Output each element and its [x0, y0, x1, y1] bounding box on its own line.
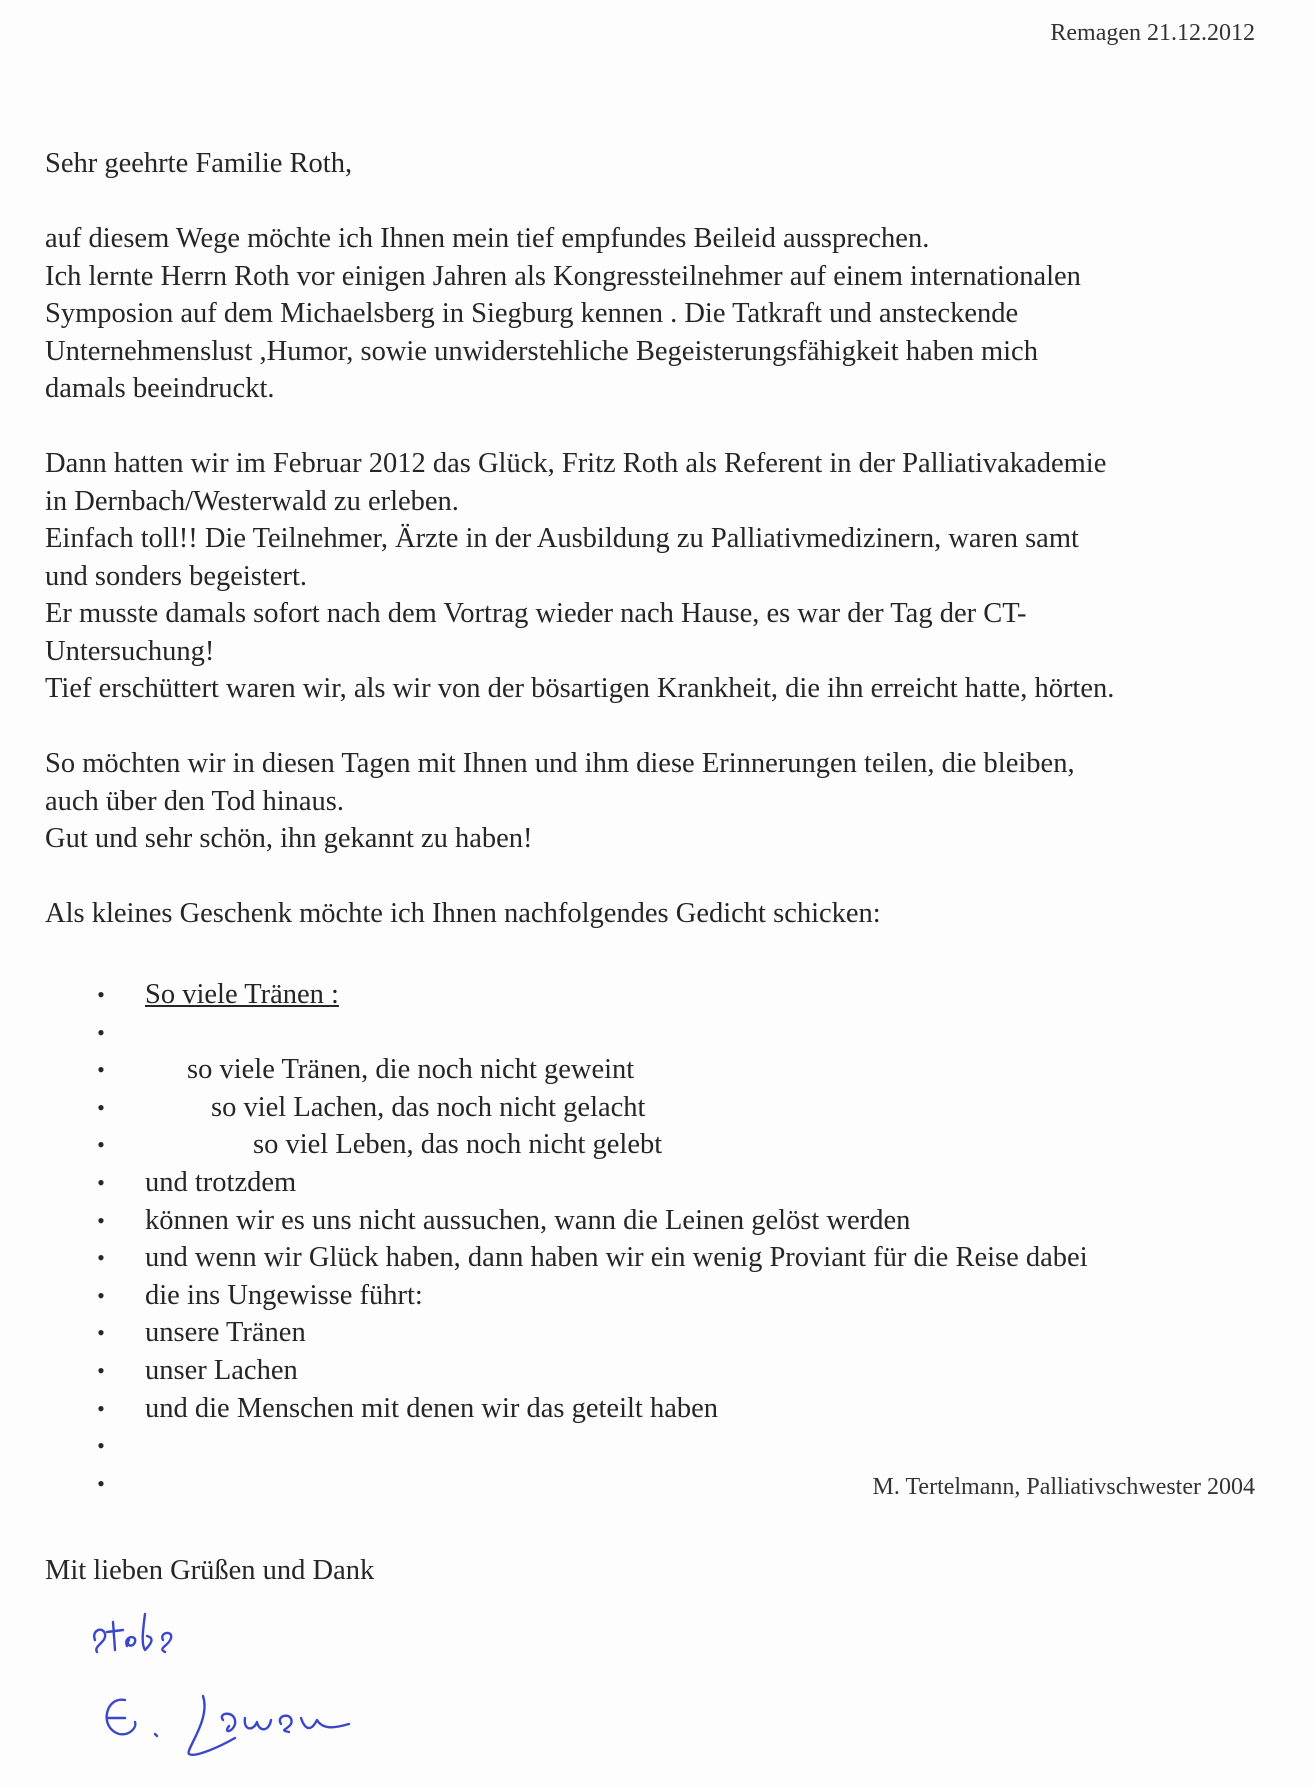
poem-line	[95, 976, 1295, 1014]
signature-name-stroke	[107, 1696, 349, 1755]
place-date: Remagen 21.12.2012	[1050, 20, 1255, 46]
body-line: Dann hatten wir im Februar 2012 das Glück, Fritz Roth als Referent in der Palliativakademie	[45, 448, 1107, 479]
body-line: Einfach toll!! Die Teilnehmer, Ärzte in der Ausbildung zu Palliativmedizinern, waren samt	[45, 523, 1079, 554]
body-line: auf diesem Wege möchte ich Ihnen mein tief empfundes Beileid aussprechen.	[45, 223, 930, 254]
bullet-icon: •	[97, 1019, 105, 1045]
body-line: damals beeindruckt.	[45, 373, 275, 404]
body-line: in Dernbach/Westerwald zu erleben.	[45, 485, 459, 517]
poem-line	[95, 1277, 1295, 1315]
bullet-icon: •	[97, 1057, 105, 1083]
body-line: Gut und sehr schön, ihn gekannt zu haben!	[45, 823, 533, 854]
poem-line	[95, 1239, 1295, 1277]
paragraph-gap	[45, 408, 1285, 446]
body-line: Tief erschüttert waren wir, als wir von der bösartigen Krankheit, die ihn erreicht hatte, hörten.	[45, 673, 1115, 704]
bullet-icon: •	[97, 1245, 105, 1271]
bullet-icon: •	[97, 1395, 105, 1421]
poem-line	[95, 1051, 1295, 1089]
bullet-icon: •	[97, 1282, 105, 1308]
paragraph-gap	[45, 708, 1285, 746]
body-line: Symposion auf dem Michaelsberg in Siegburg kennen . Die Tatkraft und ansteckende	[45, 298, 1019, 329]
body-line: Als kleines Geschenk möchte ich Ihnen nachfolgendes Gedicht schicken:	[45, 898, 881, 929]
body-line: Untersuchung!	[45, 635, 215, 667]
letter-body	[45, 145, 1285, 933]
bullet-icon: •	[97, 1470, 105, 1496]
poem-text: so viele Tränen, die noch nicht geweint	[187, 1054, 635, 1086]
poem-line	[95, 1427, 1295, 1465]
poem-text: und trotzdem	[145, 1166, 297, 1198]
signature-note-stroke	[94, 1614, 171, 1652]
poem-line	[95, 1352, 1295, 1390]
poem-line	[95, 1089, 1295, 1127]
bullet-icon: •	[97, 982, 105, 1007]
poem-text: unsere Tränen	[145, 1317, 306, 1349]
poem-text: und die Menschen mit denen wir das geteilt haben	[145, 1392, 719, 1424]
poem-text: unser Lachen	[145, 1354, 298, 1386]
poem-line	[95, 1202, 1295, 1240]
bullet-icon: •	[97, 1207, 105, 1233]
poem-title: So viele Tränen :	[145, 979, 339, 1010]
poem-line	[95, 1014, 1295, 1052]
poem-line	[95, 1126, 1295, 1164]
poem-line	[95, 1390, 1295, 1428]
closing-line: Mit lieben Grüßen und Dank	[45, 1555, 375, 1586]
poem-text: so viel Leben, das noch nicht gelebt	[253, 1129, 663, 1161]
body-line: Ich lernte Herrn Roth vor einigen Jahren als Kongressteilnehmer auf einem internationalen	[45, 260, 1081, 292]
poem-line	[95, 1164, 1295, 1202]
paragraph-gap	[45, 858, 1285, 896]
bullet-icon: •	[97, 1169, 105, 1195]
poem-text: die ins Ungewisse führt:	[145, 1279, 423, 1311]
poem-text: und wenn wir Glück haben, dann haben wir ein wenig Proviant für die Reise dabei	[145, 1242, 1088, 1274]
greeting: Sehr geehrte Familie Roth,	[45, 148, 353, 179]
body-line: Er musste damals sofort nach dem Vortrag wieder nach Hause, es war der Tag der CT-	[45, 598, 1027, 629]
poem-text: können wir es uns nicht aussuchen, wann die Leinen gelöst werden	[145, 1204, 911, 1236]
bullet-icon: •	[97, 1357, 105, 1383]
handwritten-signature	[85, 1600, 425, 1780]
bullet-icon: •	[97, 1320, 105, 1346]
bullet-icon: •	[97, 1132, 105, 1158]
body-line: So möchten wir in diesen Tagen mit Ihnen und ihm diese Erinnerungen teilen, die bleiben,	[45, 748, 1075, 779]
body-line: und sonders begeistert.	[45, 560, 307, 592]
poem-line	[95, 1314, 1295, 1352]
poem-attribution: M. Tertelmann, Palliativschwester 2004	[872, 1474, 1255, 1500]
poem-text: so viel Lachen, das noch nicht gelacht	[211, 1091, 646, 1123]
bullet-icon: •	[97, 1094, 105, 1120]
bullet-icon: •	[97, 1433, 105, 1459]
body-line: auch über den Tod hinaus.	[45, 785, 345, 817]
poem	[95, 976, 1295, 1502]
body-line: Unternehmenslust ,Humor, sowie unwiderstehliche Begeisterungsfähigkeit haben mich	[45, 335, 1038, 367]
